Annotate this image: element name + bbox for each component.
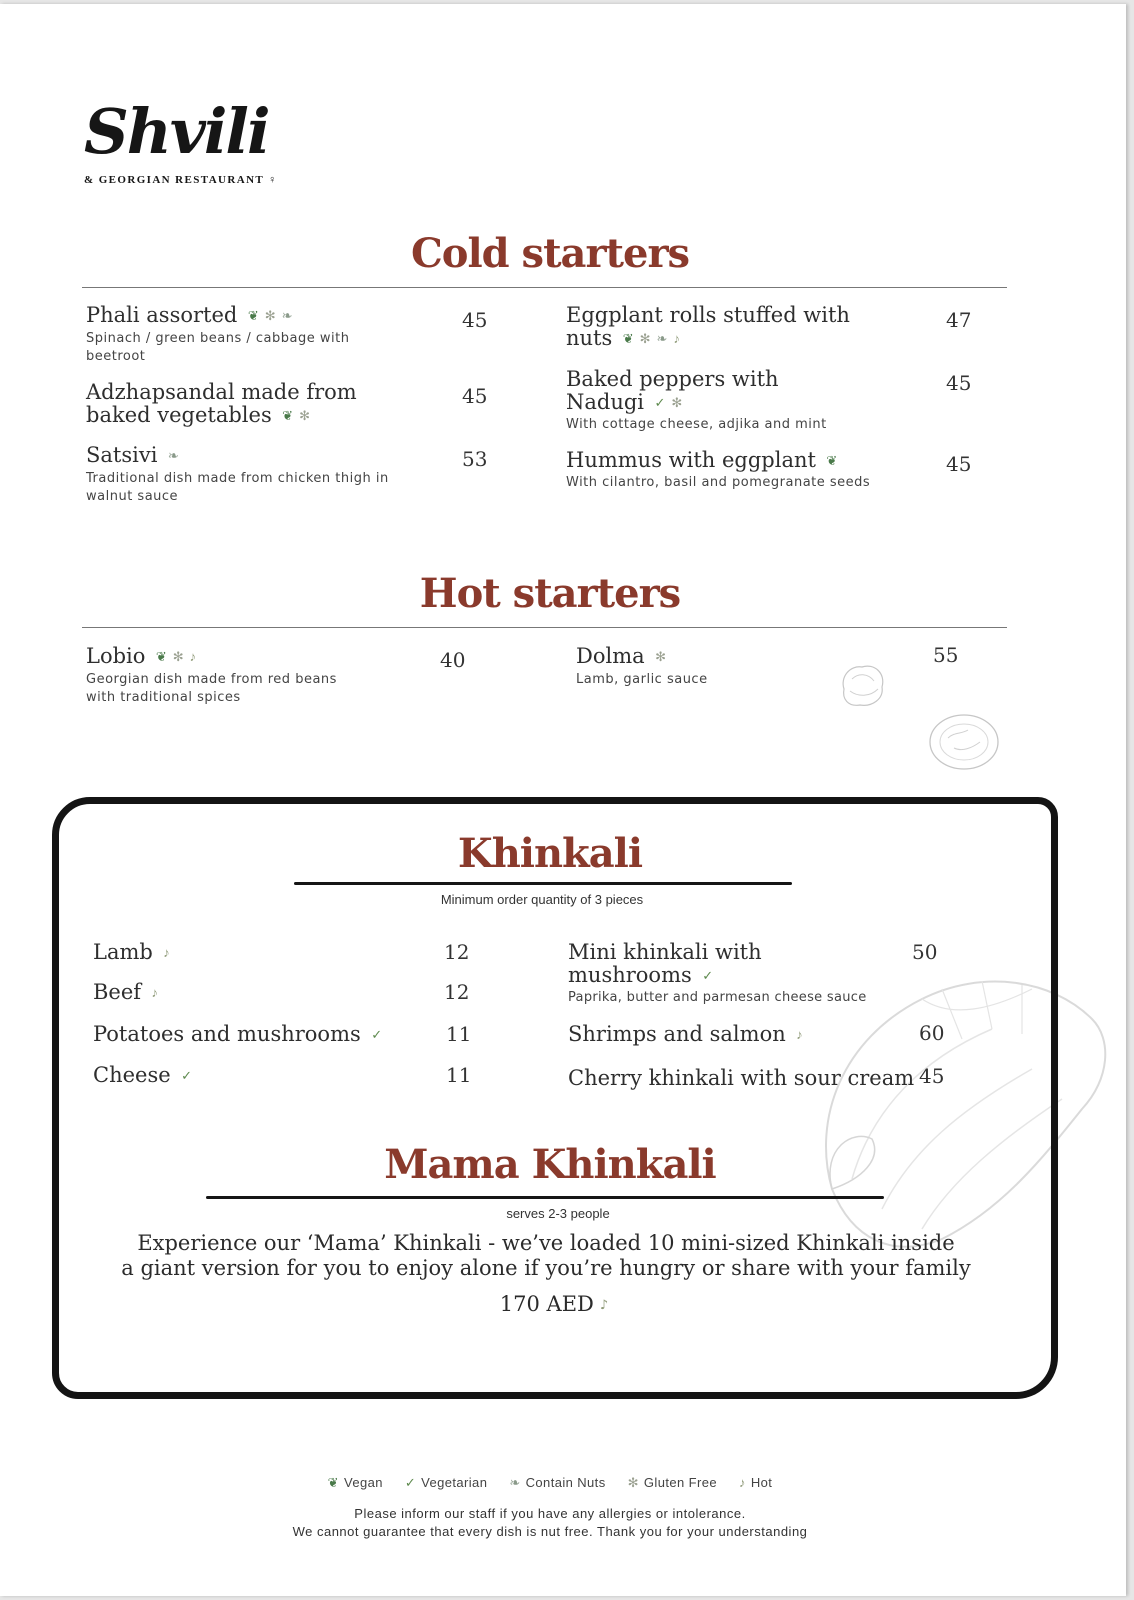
item-price: 40: [440, 648, 466, 672]
gluten-free-icon: ✻: [627, 1475, 639, 1490]
item-price: 45: [946, 371, 972, 395]
diet-icons: [175, 1069, 192, 1086]
hot-icon: ♪: [151, 985, 159, 1000]
legend-label: Contain Nuts: [525, 1475, 606, 1490]
legend-item-nuts: [509, 1475, 605, 1491]
diet-icons: [150, 650, 196, 667]
item-price: 11: [446, 1022, 472, 1046]
hot-icon: ♪: [673, 331, 680, 346]
section-divider: [82, 627, 1007, 628]
gluten-free-icon: ✻: [655, 649, 666, 664]
nuts-icon: ❧: [167, 448, 179, 463]
item-name: Potatoes and mushrooms: [93, 1022, 361, 1046]
menu-item: [86, 444, 406, 506]
item-name: Mini khinkali with mushrooms: [568, 940, 762, 987]
item-price: 47: [946, 308, 972, 332]
menu-item: [576, 645, 826, 689]
menu-item: [568, 940, 867, 1007]
menu-item: [86, 645, 346, 707]
diet-icons: [157, 946, 170, 963]
restaurant-logo: [84, 96, 278, 186]
item-name: Beef: [93, 980, 142, 1004]
diet-legend: [0, 1475, 1100, 1491]
item-description: Georgian dish made from red beans with traditional spices: [86, 672, 337, 705]
vegan-icon: ❦: [155, 649, 167, 664]
diet-icons: [146, 986, 159, 1003]
menu-item: [566, 304, 856, 350]
item-description: With cilantro, basil and pomegranate seeds: [566, 475, 871, 490]
dolma-sketch-illustration: [836, 659, 890, 709]
mama-khinkali-title: Mama Khinkali: [384, 1141, 716, 1188]
item-name: Shrimps and salmon: [568, 1022, 786, 1046]
diet-icons: [696, 969, 713, 986]
nuts-icon: ❧: [656, 331, 668, 346]
item-name: Baked peppers with Nadugi: [566, 367, 779, 414]
item-description: Spinach / green beans / cabbage with beetroot: [86, 331, 350, 364]
cold-starters-title: Cold starters: [410, 230, 690, 277]
item-price: 53: [462, 447, 488, 471]
mama-price: 170 AED: [499, 1292, 594, 1316]
vegetarian-icon: ✓: [654, 395, 666, 410]
legend-label: Hot: [750, 1475, 773, 1490]
diet-icons: [162, 449, 179, 466]
menu-item: [568, 1023, 803, 1046]
vegetarian-icon: ✓: [702, 968, 714, 983]
item-description: Traditional dish made from chicken thigh in walnut sauce: [86, 471, 389, 504]
item-price: 50: [912, 940, 938, 964]
diet-icons: [365, 1028, 382, 1045]
vegan-icon: ❦: [826, 453, 838, 468]
gluten-free-icon: ✻: [172, 649, 184, 664]
legend-label: Vegan: [343, 1475, 383, 1490]
logo-wordmark: Shvili: [84, 95, 269, 168]
mama-description-line-2: a giant version for you to enjoy alone if you’re hungry or share with your family: [121, 1256, 971, 1280]
vegetarian-icon: ✓: [404, 1475, 417, 1490]
item-price: 45: [462, 308, 488, 332]
diet-icons: [276, 409, 310, 426]
hot-starters-title: Hot starters: [419, 570, 681, 617]
menu-item: [93, 981, 158, 1004]
gluten-free-icon: ✻: [671, 395, 683, 410]
section-divider: [82, 287, 1007, 288]
vegan-icon: ❦: [247, 308, 259, 323]
diet-icons: [820, 454, 837, 471]
vegetarian-icon: ✓: [181, 1068, 193, 1083]
legend-item-gluten-free: [628, 1475, 717, 1491]
hot-icon: ♪: [796, 1027, 803, 1042]
vegetarian-icon: ✓: [371, 1027, 383, 1042]
gluten-free-icon: ✻: [299, 408, 310, 423]
item-name: Eggplant rolls stuffed with nuts: [566, 303, 850, 350]
diet-icons: [648, 396, 682, 413]
section-divider: [206, 1196, 884, 1199]
item-name: Adzhapsandal made from baked vegetables: [86, 380, 357, 427]
item-name: Phali assorted: [86, 303, 238, 327]
menu-item: [566, 368, 856, 434]
item-name: Cherry khinkali with sour cream: [568, 1066, 915, 1090]
section-divider: [294, 882, 792, 885]
mama-description-line-1: Experience our ‘Mama’ Khinkali - we’ve loaded 10 mini-sized Khinkali inside: [137, 1231, 955, 1255]
menu-item: [93, 1064, 192, 1087]
diet-icons: [617, 332, 680, 349]
legend-label: Vegetarian: [421, 1475, 488, 1490]
diet-icons: [790, 1028, 803, 1045]
mama-serves-note: serves 2-3 people: [506, 1206, 610, 1221]
item-price: 60: [919, 1021, 945, 1045]
khinkali-title: Khinkali: [457, 830, 643, 877]
item-price: 45: [946, 452, 972, 476]
item-name: Lamb: [93, 940, 153, 964]
legend-item-vegan: [328, 1475, 383, 1491]
khinkali-min-order-note: Minimum order quantity of 3 pieces: [440, 892, 644, 907]
gluten-free-icon: ✻: [639, 331, 651, 346]
hot-icon: ♪: [599, 1298, 609, 1313]
item-price: 12: [444, 980, 470, 1004]
item-name: Satsivi: [86, 443, 158, 467]
item-name: Hummus with eggplant: [566, 448, 816, 472]
menu-page: [0, 4, 1126, 1596]
nuts-icon: ❧: [281, 308, 293, 323]
item-description: Paprika, butter and parmesan cheese sauce: [568, 990, 867, 1005]
item-price: 11: [446, 1063, 472, 1087]
item-name: Dolma: [576, 644, 645, 668]
mama-price-row: [4, 1292, 1104, 1318]
item-price: 12: [444, 940, 470, 964]
item-price: 45: [462, 384, 488, 408]
gluten-free-icon: ✻: [264, 308, 276, 323]
menu-item: [568, 1067, 914, 1090]
hot-icon: ♪: [163, 945, 170, 960]
menu-item: [93, 1023, 382, 1046]
hot-icon: ♪: [738, 1475, 746, 1490]
plate-sketch-illustration: [928, 712, 1002, 772]
item-price: 55: [933, 643, 959, 667]
vegan-icon: ❦: [327, 1475, 339, 1490]
vegan-icon: ❦: [282, 408, 294, 423]
diet-icons: [242, 309, 293, 326]
legend-label: Gluten Free: [643, 1475, 717, 1490]
legend-item-vegetarian: [405, 1475, 487, 1491]
legend-item-hot: [739, 1475, 772, 1490]
item-name: Lobio: [86, 644, 146, 668]
item-description: Lamb, garlic sauce: [576, 672, 708, 687]
diet-icons: [649, 650, 666, 667]
allergy-disclaimer-line-1: Please inform our staff if you have any allergies or intolerance.: [354, 1506, 746, 1521]
item-price: 45: [919, 1064, 945, 1088]
menu-item: [566, 449, 906, 492]
menu-item: [93, 941, 170, 964]
allergy-disclaimer-line-2: We cannot guarantee that every dish is nut free. Thank you for your understanding: [292, 1524, 808, 1539]
item-name: Cheese: [93, 1063, 171, 1087]
menu-item: [86, 304, 386, 366]
menu-item: [86, 381, 386, 427]
item-description: With cottage cheese, adjika and mint: [566, 417, 827, 432]
hot-icon: ♪: [189, 649, 197, 664]
nuts-icon: ❧: [509, 1475, 521, 1490]
logo-tagline: & GEORGIAN RESTAURANT ♀: [84, 174, 278, 186]
vegan-icon: ❦: [622, 331, 634, 346]
